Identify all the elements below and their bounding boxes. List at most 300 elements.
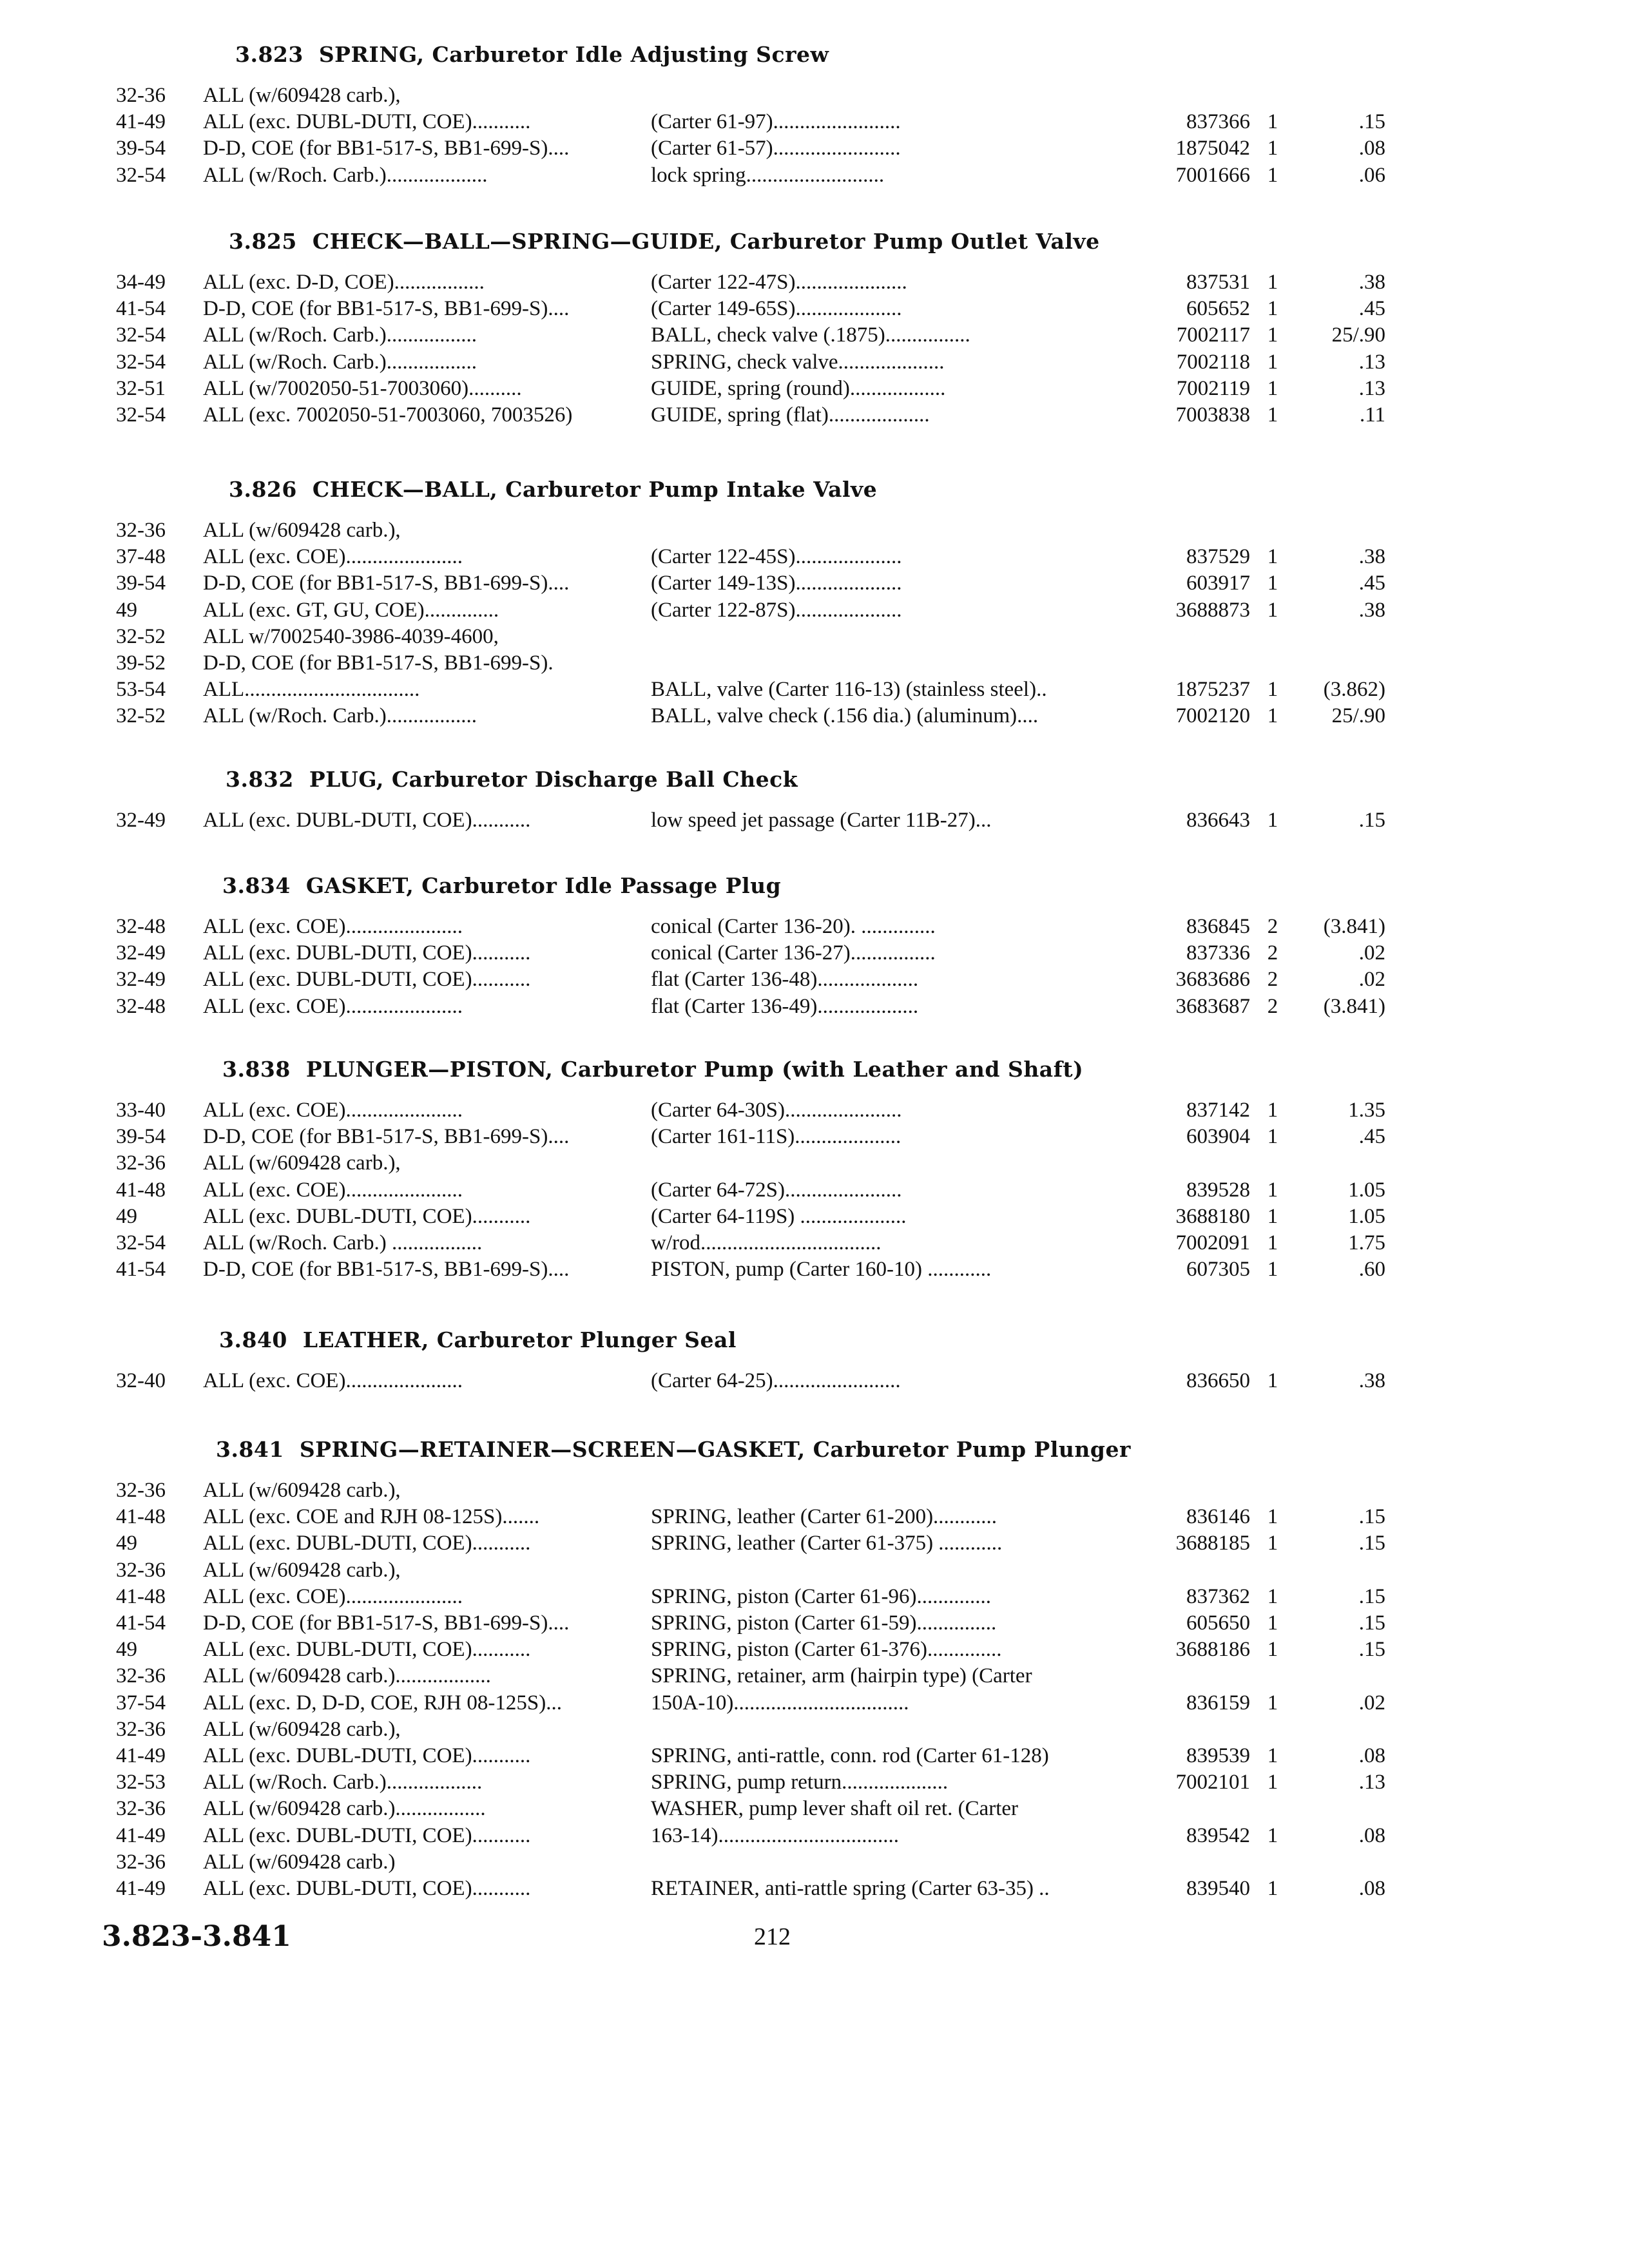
section-number: 3.838	[222, 1057, 291, 1082]
application: ALL (w/Roch. Carb.).................	[203, 350, 477, 374]
description: GUIDE, spring (round)..................	[651, 376, 946, 400]
quantity: 1	[1267, 678, 1278, 702]
price: .45	[1358, 297, 1385, 321]
application: ALL (w/Roch. Carb.)...................	[203, 163, 488, 187]
application: ALL.................................	[203, 678, 420, 702]
application: D-D, COE (for BB1-517-S, BB1-699-S)....	[203, 1258, 570, 1282]
parts-row	[0, 1123, 1629, 1150]
year-range: 32-49	[116, 809, 166, 832]
price: 25/.90	[1331, 323, 1385, 347]
price: .13	[1358, 350, 1385, 374]
parts-row	[0, 517, 1629, 544]
price: 1.35	[1348, 1099, 1385, 1122]
quantity: 1	[1267, 704, 1278, 728]
year-range: 32-54	[116, 1231, 166, 1254]
year-range: 32-36	[116, 1479, 166, 1502]
quantity: 2	[1267, 994, 1278, 1018]
quantity: 1	[1267, 1099, 1278, 1122]
section-number: 3.840	[219, 1327, 287, 1352]
part-number: 839540	[1186, 1877, 1250, 1900]
quantity: 1	[1267, 376, 1278, 400]
parts-row	[0, 1503, 1629, 1530]
parts-row	[0, 1149, 1629, 1177]
quantity: 1	[1267, 1744, 1278, 1767]
quantity: 1	[1267, 1125, 1278, 1149]
description: (Carter 122-45S)....................	[651, 545, 902, 569]
application: ALL (exc. COE)......................	[203, 994, 463, 1018]
price: .02	[1358, 968, 1385, 992]
year-range: 34-49	[116, 271, 166, 294]
parts-row	[0, 162, 1629, 189]
quantity: 1	[1267, 1638, 1278, 1662]
price: 25/.90	[1331, 704, 1385, 728]
price: .38	[1358, 1369, 1385, 1392]
price: .13	[1358, 1771, 1385, 1794]
year-range: 32-52	[116, 624, 166, 648]
application: ALL (w/609428 carb.),	[203, 1558, 401, 1582]
quantity: 1	[1267, 1611, 1278, 1635]
parts-row	[0, 135, 1629, 162]
part-number: 605650	[1186, 1611, 1250, 1635]
description: low speed jet passage (Carter 11B-27)...	[651, 809, 992, 832]
price: .15	[1358, 1611, 1385, 1635]
part-number: 836146	[1186, 1505, 1250, 1529]
application: ALL (exc. COE)......................	[203, 1369, 463, 1392]
year-range: 41-49	[116, 1877, 166, 1900]
parts-row	[0, 649, 1629, 677]
year-range: 32-48	[116, 994, 166, 1018]
year-range: 32-36	[116, 84, 166, 107]
section-title: SPRING, Carburetor Idle Adjusting Screw	[318, 42, 829, 67]
section-title: GASKET, Carburetor Idle Passage Plug	[305, 873, 782, 898]
year-range: 49	[116, 1204, 137, 1228]
year-range: 32-54	[116, 163, 166, 187]
quantity: 1	[1267, 1877, 1278, 1900]
parts-row	[0, 597, 1629, 624]
application: ALL (w/Roch. Carb.) .................	[203, 1231, 483, 1254]
parts-row	[0, 1662, 1629, 1689]
description: conical (Carter 136-20). ..............	[651, 915, 936, 938]
parts-row	[0, 1716, 1629, 1743]
quantity: 1	[1267, 1823, 1278, 1847]
parts-row	[0, 375, 1629, 402]
application: ALL (exc. COE)......................	[203, 1584, 463, 1608]
price: 1.05	[1348, 1204, 1385, 1228]
price: .38	[1358, 598, 1385, 622]
application: ALL (exc. COE)......................	[203, 545, 463, 569]
description: SPRING, anti-rattle, conn. rod (Carter 61-128)	[651, 1744, 1049, 1767]
parts-row	[0, 1097, 1629, 1124]
application: ALL (exc. COE)......................	[203, 1178, 463, 1202]
price: .15	[1358, 110, 1385, 134]
description: BALL, check valve (.1875)................	[651, 323, 970, 347]
section-title: PLUG, Carburetor Discharge Ball Check	[309, 767, 798, 792]
description: SPRING, leather (Carter 61-200)............	[651, 1505, 998, 1529]
part-number: 837336	[1186, 941, 1250, 965]
application: ALL (exc. D-D, COE).................	[203, 271, 485, 294]
price: .02	[1358, 1691, 1385, 1715]
year-range: 53-54	[116, 678, 166, 702]
year-range: 32-51	[116, 376, 166, 400]
application: D-D, COE (for BB1-517-S, BB1-699-S)....	[203, 297, 570, 321]
part-number: 603917	[1186, 572, 1250, 595]
year-range: 41-54	[116, 1611, 166, 1635]
parts-row	[0, 570, 1629, 597]
description: SPRING, piston (Carter 61-59)...............	[651, 1611, 997, 1635]
quantity: 1	[1267, 323, 1278, 347]
application: ALL (w/Roch. Carb.).................	[203, 704, 477, 728]
application: ALL (exc. D, D-D, COE, RJH 08-125S)...	[203, 1691, 562, 1715]
year-range: 32-36	[116, 1664, 166, 1688]
part-number: 7001666	[1175, 163, 1250, 187]
application: D-D, COE (for BB1-517-S, BB1-699-S)....	[203, 137, 570, 160]
price: .06	[1358, 163, 1385, 187]
year-range: 39-54	[116, 572, 166, 595]
quantity: 1	[1267, 163, 1278, 187]
year-range: 39-54	[116, 1125, 166, 1149]
application: ALL (exc. DUBL-DUTI, COE)...........	[203, 1877, 531, 1900]
price: .60	[1358, 1258, 1385, 1282]
price: .11	[1359, 403, 1385, 427]
price: .38	[1358, 271, 1385, 294]
price: .02	[1358, 941, 1385, 965]
application: ALL (exc. DUBL-DUTI, COE)...........	[203, 1204, 531, 1228]
year-range: 41-54	[116, 1258, 166, 1282]
application: ALL (w/609428 carb.).................	[203, 1797, 486, 1821]
quantity: 2	[1267, 968, 1278, 992]
application: ALL w/7002540-3986-4039-4600,	[203, 624, 499, 648]
section-heading	[229, 477, 877, 502]
application: ALL (w/609428 carb.),	[203, 1717, 401, 1741]
part-number: 836643	[1186, 809, 1250, 832]
quantity: 1	[1267, 271, 1278, 294]
part-number: 3683686	[1175, 968, 1250, 992]
price: .15	[1358, 1532, 1385, 1555]
application: D-D, COE (for BB1-517-S, BB1-699-S)....	[203, 572, 570, 595]
description: flat (Carter 136-49)...................	[651, 994, 919, 1018]
description: SPRING, check valve....................	[651, 350, 945, 374]
application: ALL (w/7002050-51-7003060)..........	[203, 376, 522, 400]
price: (3.841)	[1323, 994, 1385, 1018]
year-range: 32-48	[116, 915, 166, 938]
section-number: 3.832	[226, 767, 294, 792]
part-number: 839528	[1186, 1178, 1250, 1202]
parts-row	[0, 543, 1629, 570]
description: (Carter 64-25)........................	[651, 1369, 901, 1392]
price: .45	[1358, 572, 1385, 595]
year-range: 32-53	[116, 1771, 166, 1794]
section-title: PLUNGER—PISTON, Carburetor Pump (with Leather and Shaft)	[305, 1057, 1084, 1082]
application: ALL (w/609428 carb.)	[203, 1850, 396, 1874]
parts-row	[0, 1477, 1629, 1504]
section-number: 3.826	[229, 477, 297, 502]
price: (3.862)	[1323, 678, 1385, 702]
quantity: 1	[1267, 350, 1278, 374]
description: (Carter 64-72S)......................	[651, 1178, 902, 1202]
description: flat (Carter 136-48)...................	[651, 968, 919, 992]
price: .08	[1358, 137, 1385, 160]
description: (Carter 149-65S)....................	[651, 297, 902, 321]
year-range: 33-40	[116, 1099, 166, 1122]
parts-row	[0, 1610, 1629, 1637]
year-range: 32-54	[116, 350, 166, 374]
section-heading	[222, 873, 781, 898]
description: 150A-10).................................	[651, 1691, 909, 1715]
application: ALL (exc. DUBL-DUTI, COE)...........	[203, 968, 531, 992]
section-title: CHECK—BALL, Carburetor Pump Intake Valve	[312, 477, 878, 502]
part-number: 836650	[1186, 1369, 1250, 1392]
parts-row	[0, 108, 1629, 135]
description: (Carter 122-87S)....................	[651, 598, 902, 622]
description: BALL, valve check (.156 dia.) (aluminum)....	[651, 704, 1039, 728]
quantity: 1	[1267, 137, 1278, 160]
section-title: LEATHER, Carburetor Plunger Seal	[302, 1327, 737, 1352]
year-range: 32-49	[116, 941, 166, 965]
application: ALL (exc. DUBL-DUTI, COE)...........	[203, 1532, 531, 1555]
description: lock spring..........................	[651, 163, 885, 187]
price: 1.05	[1348, 1178, 1385, 1202]
year-range: 32-36	[116, 1151, 166, 1175]
part-number: 7002101	[1175, 1771, 1250, 1794]
application: D-D, COE (for BB1-517-S, BB1-699-S).	[203, 651, 554, 675]
description: w/rod..................................	[651, 1231, 882, 1254]
page-number: 212	[754, 1923, 791, 1950]
price: .15	[1358, 1505, 1385, 1529]
year-range: 39-52	[116, 651, 166, 675]
part-number: 837531	[1186, 271, 1250, 294]
application: ALL (exc. DUBL-DUTI, COE)...........	[203, 1823, 531, 1847]
application: ALL (w/609428 carb.),	[203, 1151, 401, 1175]
year-range: 32-36	[116, 1558, 166, 1582]
price: .08	[1358, 1877, 1385, 1900]
application: D-D, COE (for BB1-517-S, BB1-699-S)....	[203, 1125, 570, 1149]
parts-row	[0, 623, 1629, 650]
section-number: 3.823	[235, 42, 304, 67]
price: .38	[1358, 545, 1385, 569]
quantity: 1	[1267, 809, 1278, 832]
quantity: 1	[1267, 1584, 1278, 1608]
section-range: 3.823-3.841	[102, 1920, 291, 1953]
parts-row	[0, 401, 1629, 428]
description: (Carter 122-47S).....................	[651, 271, 907, 294]
year-range: 41-48	[116, 1584, 166, 1608]
parts-row	[0, 676, 1629, 703]
quantity: 1	[1267, 1691, 1278, 1715]
parts-row	[0, 1177, 1629, 1204]
application: ALL (w/609428 carb.),	[203, 84, 401, 107]
part-number: 839542	[1186, 1823, 1250, 1847]
quantity: 1	[1267, 1178, 1278, 1202]
description: (Carter 61-97)........................	[651, 110, 901, 134]
parts-row	[0, 966, 1629, 993]
part-number: 7002119	[1176, 376, 1250, 400]
quantity: 1	[1267, 1231, 1278, 1254]
year-range: 39-54	[116, 137, 166, 160]
price: 1.75	[1348, 1231, 1385, 1254]
description: conical (Carter 136-27)................	[651, 941, 936, 965]
parts-row	[0, 269, 1629, 296]
section-heading	[235, 42, 829, 67]
year-range: 32-54	[116, 403, 166, 427]
quantity: 2	[1267, 941, 1278, 965]
part-number: 3688186	[1175, 1638, 1250, 1662]
part-number: 837362	[1186, 1584, 1250, 1608]
parts-row	[0, 807, 1629, 834]
part-number: 7002120	[1175, 704, 1250, 728]
quantity: 1	[1267, 297, 1278, 321]
description: GUIDE, spring (flat)...................	[651, 403, 930, 427]
quantity: 1	[1267, 545, 1278, 569]
description: (Carter 61-57)........................	[651, 137, 901, 160]
parts-row	[0, 993, 1629, 1020]
year-range: 49	[116, 1638, 137, 1662]
year-range: 32-36	[116, 1717, 166, 1741]
application: ALL (exc. GT, GU, COE)..............	[203, 598, 499, 622]
description: WASHER, pump lever shaft oil ret. (Carter	[651, 1797, 1019, 1821]
parts-row	[0, 939, 1629, 966]
description: BALL, valve (Carter 116-13) (stainless steel)..	[651, 678, 1047, 702]
parts-row	[0, 1636, 1629, 1663]
parts-row	[0, 1822, 1629, 1849]
section-heading	[219, 1327, 737, 1352]
year-range: 32-36	[116, 1850, 166, 1874]
part-number: 605652	[1186, 297, 1250, 321]
part-number: 1875237	[1175, 678, 1250, 702]
parts-row	[0, 1256, 1629, 1283]
price: .08	[1358, 1823, 1385, 1847]
quantity: 1	[1267, 1204, 1278, 1228]
part-number: 836845	[1186, 915, 1250, 938]
description: (Carter 149-13S)....................	[651, 572, 902, 595]
part-number: 836159	[1186, 1691, 1250, 1715]
part-number: 7002091	[1175, 1231, 1250, 1254]
description: (Carter 161-11S)....................	[651, 1125, 901, 1149]
section-heading	[229, 229, 1100, 254]
part-number: 7003838	[1175, 403, 1250, 427]
section-number: 3.834	[222, 873, 291, 898]
application: ALL (exc. 7002050-51-7003060, 7003526)	[203, 403, 573, 427]
part-number: 837529	[1186, 545, 1250, 569]
application: ALL (exc. COE)......................	[203, 915, 463, 938]
year-range: 41-49	[116, 1744, 166, 1767]
year-range: 41-49	[116, 110, 166, 134]
application: ALL (w/Roch. Carb.)..................	[203, 1771, 483, 1794]
description: PISTON, pump (Carter 160-10) ............	[651, 1258, 992, 1282]
part-number: 7002118	[1176, 350, 1250, 374]
parts-row	[0, 1557, 1629, 1584]
parts-row	[0, 295, 1629, 322]
year-range: 37-54	[116, 1691, 166, 1715]
parts-row	[0, 702, 1629, 729]
quantity: 1	[1267, 1369, 1278, 1392]
parts-row	[0, 1203, 1629, 1230]
description: (Carter 64-30S)......................	[651, 1099, 902, 1122]
part-number: 3683687	[1175, 994, 1250, 1018]
section-heading	[226, 767, 798, 792]
description: SPRING, piston (Carter 61-376)..............	[651, 1638, 1002, 1662]
quantity: 1	[1267, 110, 1278, 134]
price: .15	[1358, 1638, 1385, 1662]
quantity: 1	[1267, 403, 1278, 427]
parts-row	[0, 1689, 1629, 1716]
year-range: 32-40	[116, 1369, 166, 1392]
application: ALL (exc. DUBL-DUTI, COE)...........	[203, 1638, 531, 1662]
parts-row	[0, 1742, 1629, 1769]
application: ALL (w/Roch. Carb.).................	[203, 323, 477, 347]
quantity: 1	[1267, 598, 1278, 622]
application: ALL (exc. DUBL-DUTI, COE)...........	[203, 1744, 531, 1767]
part-number: 607305	[1186, 1258, 1250, 1282]
price: .45	[1358, 1125, 1385, 1149]
year-range: 37-48	[116, 545, 166, 569]
year-range: 32-52	[116, 704, 166, 728]
application: ALL (exc. DUBL-DUTI, COE)...........	[203, 941, 531, 965]
description: SPRING, piston (Carter 61-96)..............	[651, 1584, 991, 1608]
description: SPRING, leather (Carter 61-375) ............	[651, 1532, 1003, 1555]
parts-row	[0, 1795, 1629, 1822]
quantity: 1	[1267, 1771, 1278, 1794]
price: .15	[1358, 1584, 1385, 1608]
section-heading	[216, 1437, 1131, 1462]
part-number: 837366	[1186, 110, 1250, 134]
quantity: 2	[1267, 915, 1278, 938]
year-range: 41-54	[116, 297, 166, 321]
parts-row	[0, 1229, 1629, 1256]
quantity: 1	[1267, 1258, 1278, 1282]
quantity: 1	[1267, 1505, 1278, 1529]
section-number: 3.841	[216, 1437, 284, 1462]
description: SPRING, pump return....................	[651, 1771, 949, 1794]
section-title: SPRING—RETAINER—SCREEN—GASKET, Carburetor Pump Plunger	[299, 1437, 1131, 1462]
price: .15	[1358, 809, 1385, 832]
section-number: 3.825	[229, 229, 297, 254]
part-number: 839539	[1186, 1744, 1250, 1767]
year-range: 32-36	[116, 519, 166, 542]
description: (Carter 64-119S) ....................	[651, 1204, 907, 1228]
year-range: 49	[116, 598, 137, 622]
part-number: 3688180	[1175, 1204, 1250, 1228]
parts-row	[0, 1583, 1629, 1610]
description: 163-14)..................................	[651, 1823, 899, 1847]
parts-row	[0, 1849, 1629, 1876]
year-range: 41-48	[116, 1178, 166, 1202]
price: .13	[1358, 376, 1385, 400]
part-number: 1875042	[1175, 137, 1250, 160]
section-title: CHECK—BALL—SPRING—GUIDE, Carburetor Pump Outlet Valve	[312, 229, 1100, 254]
application: ALL (exc. COE and RJH 08-125S).......	[203, 1505, 540, 1529]
parts-row	[0, 1875, 1629, 1902]
parts-row	[0, 1530, 1629, 1557]
application: ALL (w/609428 carb.),	[203, 1479, 401, 1502]
part-number: 3688873	[1175, 598, 1250, 622]
quantity: 1	[1267, 1532, 1278, 1555]
year-range: 49	[116, 1532, 137, 1555]
part-number: 837142	[1186, 1099, 1250, 1122]
application: ALL (exc. DUBL-DUTI, COE)...........	[203, 110, 531, 134]
price: .08	[1358, 1744, 1385, 1767]
parts-row	[0, 913, 1629, 940]
year-range: 41-48	[116, 1505, 166, 1529]
description: RETAINER, anti-rattle spring (Carter 63-35) ..	[651, 1877, 1050, 1900]
application: ALL (exc. COE)......................	[203, 1099, 463, 1122]
application: ALL (exc. DUBL-DUTI, COE)...........	[203, 809, 531, 832]
parts-row	[0, 322, 1629, 349]
part-number: 3688185	[1175, 1532, 1250, 1555]
application: D-D, COE (for BB1-517-S, BB1-699-S)....	[203, 1611, 570, 1635]
part-number: 603904	[1186, 1125, 1250, 1149]
application: ALL (w/609428 carb.)..................	[203, 1664, 491, 1688]
parts-row	[0, 82, 1629, 109]
